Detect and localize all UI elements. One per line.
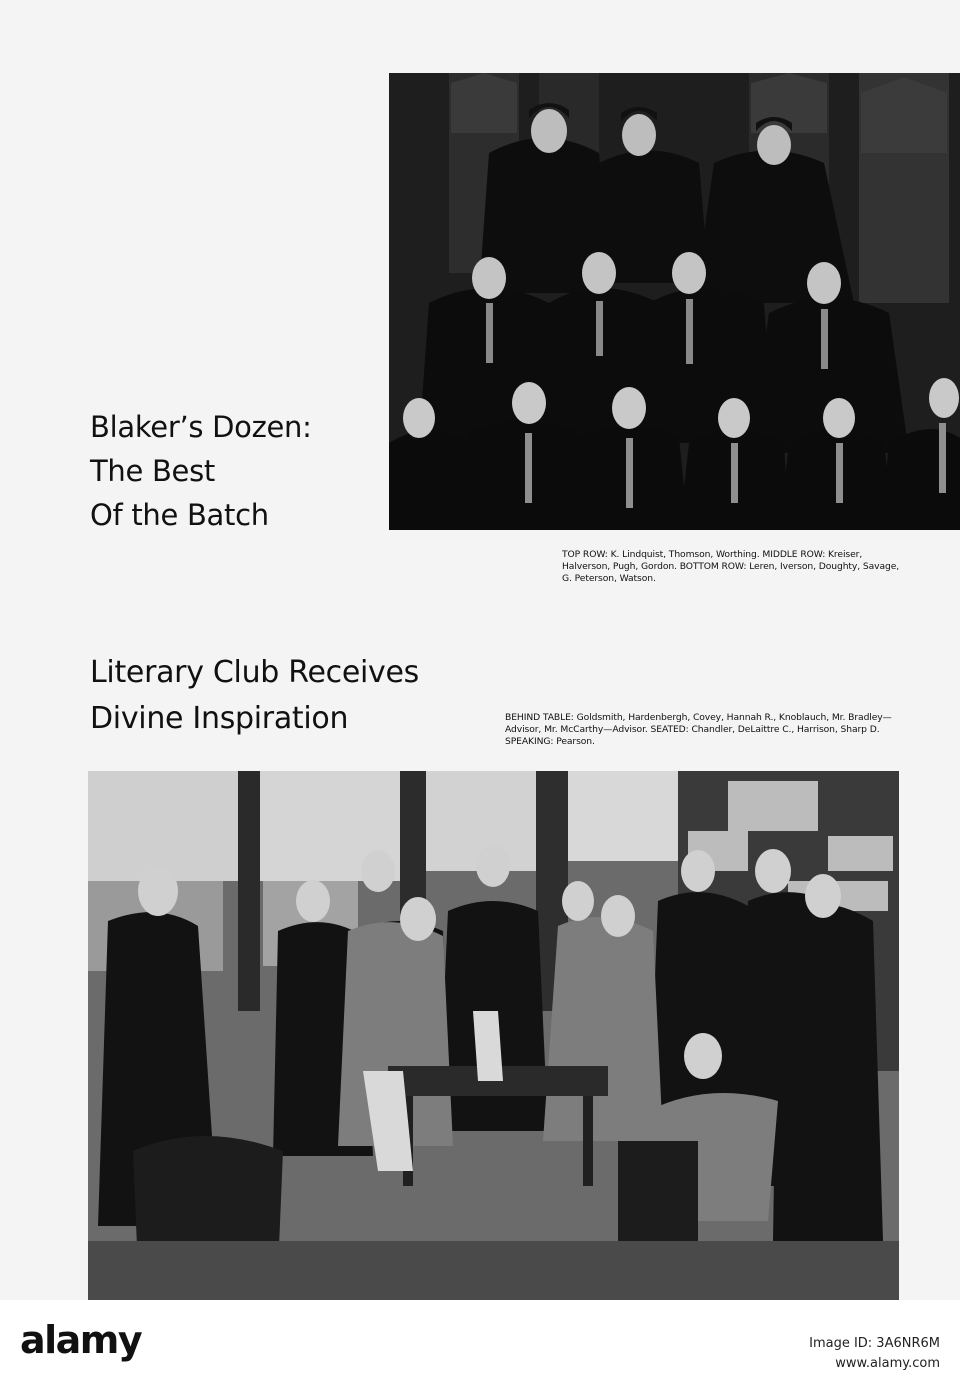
group-photo-blakers-dozen [389,73,960,530]
headline-line: Divine Inspiration [90,701,349,736]
caption-literary-club: BEHIND TABLE: Goldsmith, Hardenbergh, Covey, Hannah R., Knoblauch, Mr. Bradley—Advisor, Mr. McCarthy—Advisor. SEATED: Chandler, DeLaittre C., Harrison, Sharp D. SPEAKING: Pearson. [505,712,892,747]
literary-photo-illustration [88,771,899,1300]
watermark-url: www.alamy.com [835,1356,940,1371]
headline-line: Of the Batch [90,498,269,532]
watermark-logo: alamy [20,1318,142,1362]
group-photo-illustration [389,73,960,530]
headline-blakers-dozen [90,405,380,537]
headline-line: Blaker’s Dozen: [90,410,312,444]
headline-line: Literary Club Receives [90,655,419,690]
headline-literary-club [90,650,470,742]
group-photo-literary-club [88,771,899,1300]
headline-line: The Best [90,454,215,488]
watermark-image-id: Image ID: 3A6NR6M [809,1336,940,1351]
caption-blakers-dozen: TOP ROW: K. Lindquist, Thomson, Worthing. MIDDLE ROW: Kreiser, Halverson, Pugh, Gordon. BOTTOM ROW: Leren, Iverson, Doughty, Savage, G. Peterson, Watson. [562,549,900,584]
